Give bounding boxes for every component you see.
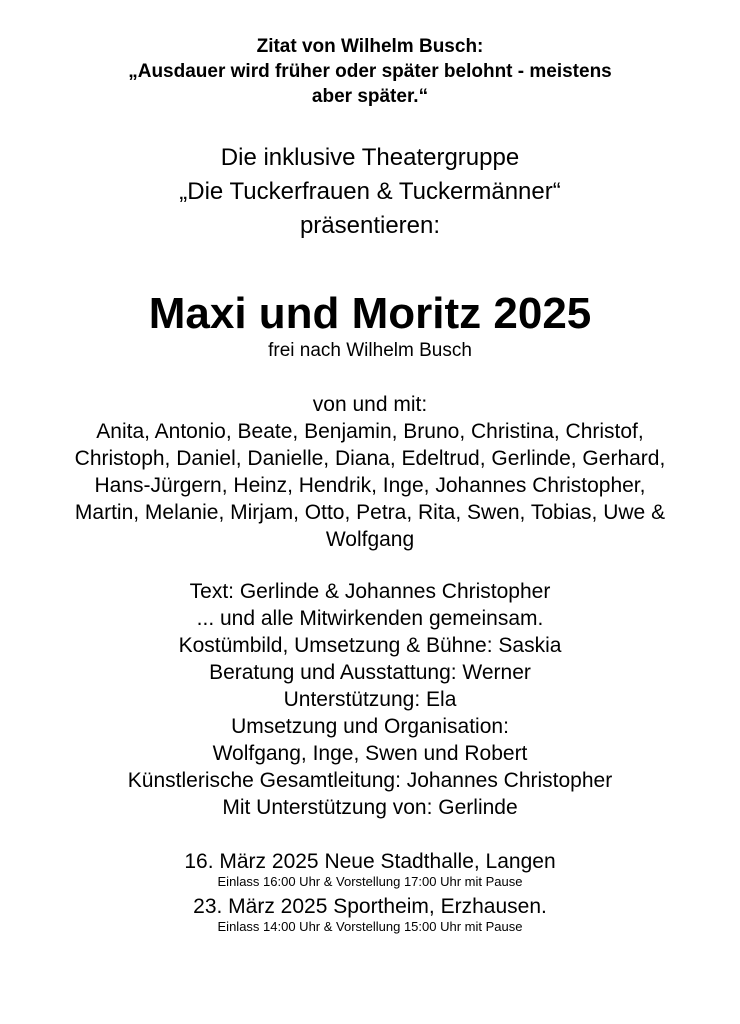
- cast-line: Martin, Melanie, Mirjam, Otto, Petra, Rita, Swen, Tobias, Uwe &: [74, 501, 666, 524]
- credit-line: ... und alle Mitwirkenden gemeinsam.: [196, 607, 544, 630]
- cast-heading: von und mit:: [312, 393, 428, 416]
- group-name: „Die Tuckerfrauen & Tuckermänner“: [179, 178, 561, 205]
- performance-date: 16. März 2025 Neue Stadthalle, Langen: [184, 850, 556, 873]
- intro-line: präsentieren:: [299, 212, 441, 239]
- cast-line: Hans-Jürgern, Heinz, Hendrik, Inge, Johannes Christopher,: [94, 474, 646, 497]
- intro-line: Die inklusive Theatergruppe: [220, 144, 520, 171]
- performance-date: 23. März 2025 Sportheim, Erzhausen.: [193, 895, 547, 918]
- credit-line: Künstlerische Gesamtleitung: Johannes Christopher: [127, 769, 613, 792]
- cast-line: Anita, Antonio, Beate, Benjamin, Bruno, Christina, Christof,: [96, 420, 644, 443]
- play-title: Maxi und Moritz 2025: [148, 289, 592, 338]
- credit-line: Kostümbild, Umsetzung & Bühne: Saskia: [178, 634, 562, 657]
- credit-line: Umsetzung und Organisation:: [231, 715, 509, 738]
- play-subtitle: frei nach Wilhelm Busch: [268, 340, 472, 361]
- cast-line: Wolfgang: [325, 528, 415, 551]
- quote-attribution: Zitat von Wilhelm Busch:: [256, 36, 484, 57]
- credit-line: Beratung und Ausstattung: Werner: [209, 661, 531, 684]
- credit-line: Unterstützung: Ela: [283, 688, 457, 711]
- quote-text-line: aber später.“: [311, 86, 429, 107]
- quote-text-line: „Ausdauer wird früher oder später belohnt - meistens: [128, 61, 612, 82]
- credit-line: Mit Unterstützung von: Gerlinde: [222, 796, 518, 819]
- performance-times: Einlass 14:00 Uhr & Vorstellung 15:00 Uhr mit Pause: [217, 919, 523, 934]
- credit-line: Text: Gerlinde & Johannes Christopher: [189, 580, 551, 603]
- credit-line: Wolfgang, Inge, Swen und Robert: [212, 742, 528, 765]
- performance-times: Einlass 16:00 Uhr & Vorstellung 17:00 Uhr mit Pause: [217, 874, 523, 889]
- cast-line: Christoph, Daniel, Danielle, Diana, Edeltrud, Gerlinde, Gerhard,: [74, 447, 666, 470]
